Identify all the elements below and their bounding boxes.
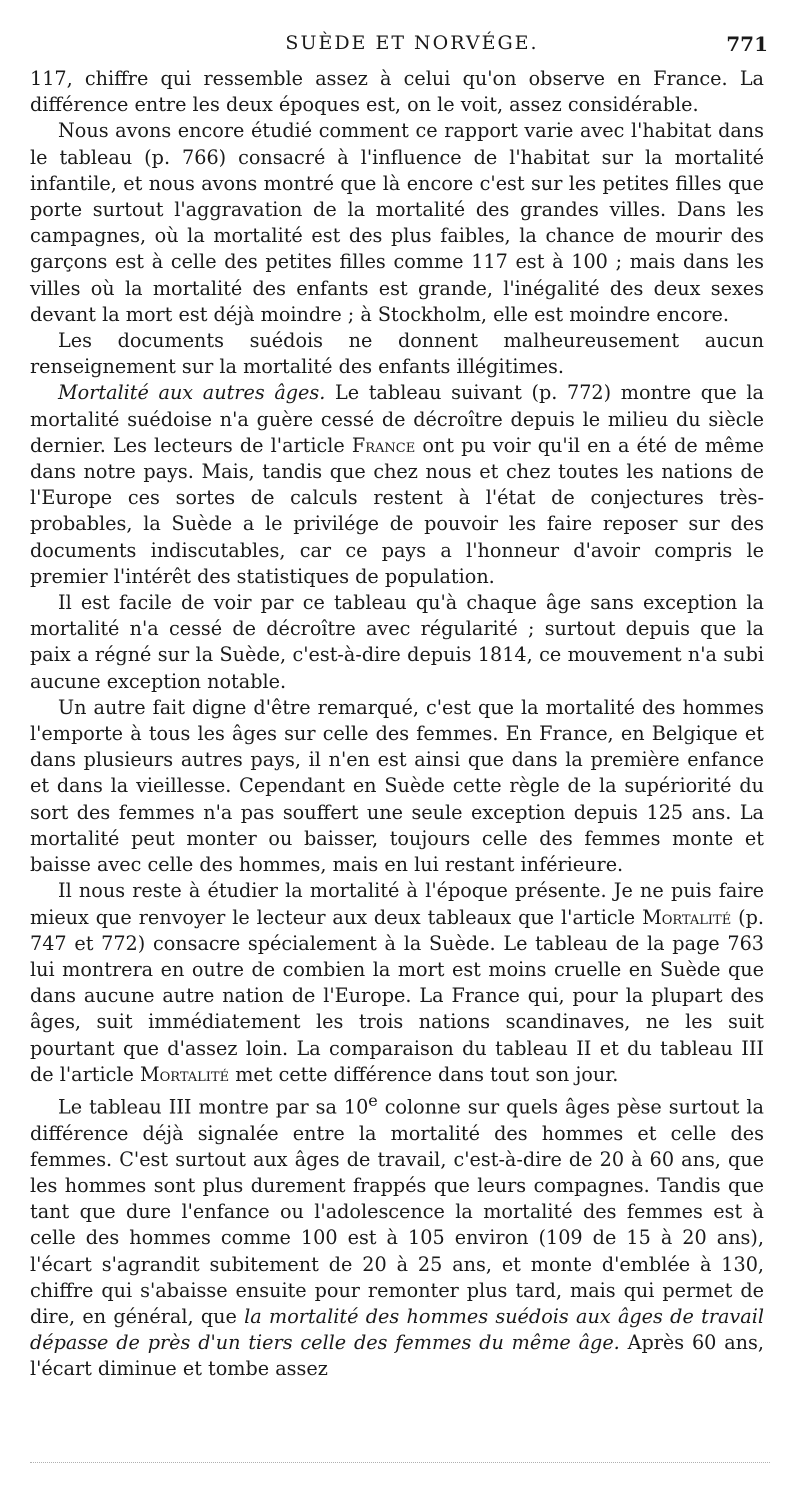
italic-emphasis: la mortalité des hommes suédois aux âges de travail dépasse de près d'un tiers celle des femmes du même âge. bbox=[30, 1304, 764, 1355]
body-text bbox=[30, 66, 764, 1383]
paragraph: Les documents suédois ne donnent malheureusement aucun renseignement sur la mortalité des enfants illégitimes. bbox=[30, 329, 764, 379]
paragraph: Il est facile de voir par ce tableau qu'à chaque âge sans exception la mortalité n'a cessé de décroître avec régularité ; surtout depuis que la paix a régné sur la Suède, c'est-à-dire depuis 1814, ce mouvement n'a subi aucune exception notable. bbox=[30, 591, 764, 693]
paragraph-present bbox=[30, 878, 764, 1088]
text-run: (p. 747 et 772) consacre spécialement à la Suède. Le tableau de la page 763 lui montrera en outre de combien la mort est moins cruelle en Suède que dans aucune autre nation de l'Europe. La France qui, pour la plupart des âges, suit immédiatement les trois nations scandinaves, ne les suit pourtant que d'assez loin. La comparaison du tableau II et du tableau III de l'article bbox=[30, 905, 765, 1086]
paragraph-last bbox=[30, 1088, 764, 1383]
paragraph: 117, chiffre qui ressemble assez à celui qu'on observe en France. La différence entre les deux époques est, on le voit, assez considérable. bbox=[30, 67, 764, 117]
paragraph-mortalite bbox=[30, 380, 764, 590]
text-run: met cette différence dans tout son jour. bbox=[229, 1062, 619, 1086]
text-run: Le tableau suivant (p. 772) montre que la mortalité suédoise n'a guère cessé de décroître depuis le milieu du siècle dernier. Les lecteurs de l'article bbox=[30, 381, 764, 457]
text-run: colonne sur quels âges pèse surtout la différence déjà signalée entre la mortalité des hommes et celle des femmes. C'est surtout aux âges de travail, c'est-à-dire de 20 à 60 ans, que les hommes sont plus durement frappés que leurs compagnes. Tandis que tant que dure l'enfance ou l'adolescence la mortalité des femmes est à celle des hommes comme 100 est à 105 environ (109 de 15 à 20 ans), l'écart s'agrandit subitement de 20 à 25 ans, et monte d'emblée à 130, chiffre qui s'abaisse ensuite pour remonter plus tard, mais qui permet de dire, en général, que bbox=[30, 1095, 764, 1328]
section-lead: Mortalité aux autres âges. bbox=[58, 381, 326, 405]
paragraph: Nous avons encore étudié comment ce rapport varie avec l'habitat dans le tableau (p. 766) consacré à l'influence de l'habitat sur la mortalité infantile, et nous avons montré que là encore c'est sur les petites filles que porte surtout l'aggravation de la mortalité des grandes villes. Dans les campagnes, où la mortalité est des plus faibles, la chance de mourir des garçons est à celle des petites filles comme 117 est à 100 ; mais dans les villes où la mortalité des enfants est grande, l'inégalité des deux sexes devant la mort est déjà moindre ; à Stockholm, elle est moindre encore. bbox=[30, 119, 764, 326]
page-number: 771 bbox=[726, 32, 768, 56]
article-reference: Mortalité bbox=[139, 1062, 230, 1086]
text-run: Après 60 ans, l'écart diminue et tombe assez bbox=[30, 1331, 764, 1381]
text-run: Le tableau III montre par sa 10 bbox=[58, 1095, 369, 1119]
text-run: Il nous reste à étudier la mortalité à l'époque présente. Je ne puis faire mieux que renvoyer le lecteur aux deux tableaux que l'article bbox=[30, 879, 764, 929]
article-reference: France bbox=[351, 433, 416, 457]
article-reference: Mortalité bbox=[642, 905, 732, 929]
running-header bbox=[56, 32, 768, 60]
paragraph: Un autre fait digne d'être remarqué, c'est que la mortalité des hommes l'emporte à tous les âges sur celle des femmes. En France, en Belgique et dans plusieurs autres pays, il n'en est ainsi que dans la première enfance et dans la vieillesse. Cependant en Suède cette règle de la supériorité du sort des femmes n'a pas souffert une seule exception depuis 125 ans. La mortalité peut monter ou baisser, toujours celle des femmes monte et baisse avec celle des hommes, mais en lui restant inférieure. bbox=[30, 695, 764, 877]
text-run: ont pu voir qu'il en a été de même dans notre pays. Mais, tandis que chez nous et chez toutes les nations de l'Europe ces sortes de calculs restent à l'état de conjectures très-probables, la Suède a le privilége de pouvoir les faire reposer sur des documents indiscutables, car ce pays a l'honneur d'avoir compris le premier l'intérêt des statistiques de population. bbox=[30, 433, 764, 588]
running-title: SUÈDE ET NORVÉGE. bbox=[285, 32, 539, 54]
footer-rule bbox=[30, 1462, 770, 1463]
superscript: e bbox=[368, 1090, 378, 1110]
